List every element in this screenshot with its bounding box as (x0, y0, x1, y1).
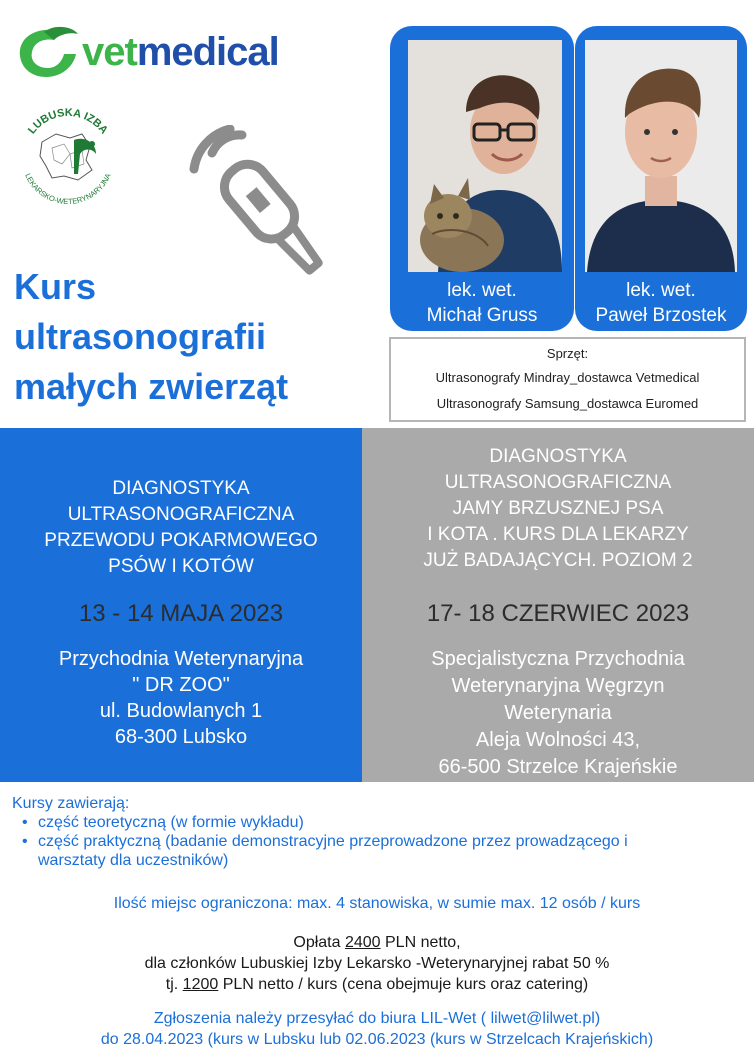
vetmedical-wordmark (82, 30, 279, 75)
title-line-2: ultrasonografii (14, 316, 267, 357)
fee-prefix: Opłata (293, 934, 345, 951)
equipment-heading: Sprzęt: (546, 346, 589, 361)
seat-limit-text: Ilość miejsc ograniczona: max. 4 stanowiska, w sumie max. 12 osób / kurs (113, 895, 641, 912)
equipment-box (389, 337, 746, 422)
lubuska-izba-seal (12, 98, 124, 210)
fee-line-2: dla członków Lubuskiej Izby Lekarsko -Weterynaryjnej rabat 50 % (144, 955, 610, 972)
course-topic (362, 444, 754, 574)
logo-medical-text: medical (136, 30, 279, 74)
registration-info (0, 1008, 754, 1050)
address-line: Przychodnia Weterynaryjna (58, 648, 304, 670)
topic-line: JAMY BRZUSZNEJ PSA (452, 498, 664, 519)
registration-line-1: Zgłoszenia należy przesyłać do biura LIL-Wet ( lilwet@lilwet.pl) (153, 1010, 601, 1027)
doctor-photo-gruss (408, 40, 562, 272)
fee-info (0, 932, 754, 995)
topic-line: PSÓW I KOTÓW (108, 556, 254, 577)
registration-line-2: do 28.04.2023 (kurs w Lubsku lub 02.06.2023 (kurs w Strzelcach Krajeńskich) (100, 1031, 654, 1048)
topic-line: I KOTA . KURS DLA LEKARZY (427, 524, 689, 545)
topic-line: JUŻ BADAJĄCYCH. POZIOM 2 (423, 550, 693, 571)
vetmedical-logo (12, 22, 312, 84)
address-line: " DR ZOO" (132, 674, 230, 696)
address-line: Specjalistyczna Przychodnia (431, 648, 685, 670)
topic-line: DIAGNOSTYKA (112, 478, 250, 499)
seal-bottom-text: LEKARSKO-WETERYNARYJNA (23, 171, 113, 207)
ultrasound-probe-icon (182, 125, 342, 280)
address-line: ul. Budowlanych 1 (99, 700, 263, 722)
topic-line: PRZEWODU POKARMOWEGO (44, 530, 318, 551)
address-line: 66-500 Strzelce Krajeńskie (438, 756, 678, 778)
equipment-item: Ultrasonografy Mindray_dostawca Vetmedical (435, 370, 700, 385)
topic-line: DIAGNOSTYKA (489, 446, 627, 467)
address-line: 68-300 Lubsko (114, 726, 248, 748)
title-line-3: małych zwierząt (14, 366, 289, 407)
topic-line: ULTRASONOGRAFICZNA (67, 504, 295, 525)
course-address (0, 646, 362, 750)
course-panel-strzelce (362, 428, 754, 782)
svg-text:LUBUSKA IZBA (26, 107, 110, 137)
course-topic (0, 476, 362, 580)
address-line: Weterynaryjna Węgrzyn (451, 675, 665, 697)
address-line: Weterynaria (504, 702, 612, 724)
vetmedical-swoosh-icon (14, 24, 80, 82)
equipment-item: Ultrasonografy Samsung_dostawca Euromed (436, 396, 699, 411)
course-address (362, 646, 754, 781)
fee-suffix: PLN netto, (380, 934, 461, 951)
doctor-card-brzostek (575, 26, 747, 331)
includes-item: • część praktyczną (badanie demonstracyjne przeprowadzone przez prowadzącego i warsztaty dla uczestników) (22, 832, 642, 870)
doctor-title: lek. wet. (447, 280, 517, 301)
doctor-photo-brzostek (585, 40, 737, 272)
doctor-card-gruss (390, 26, 574, 331)
doctor-name-brzostek (575, 278, 747, 328)
fee-line-1 (0, 932, 754, 953)
course-date: 13 - 14 MAJA 2023 (78, 600, 284, 627)
info-section (0, 782, 754, 1063)
title-line-1: Kurs (14, 266, 97, 307)
course-date: 17- 18 CZERWIEC 2023 (426, 600, 690, 627)
fee-discount-price: 1200 (182, 976, 219, 993)
doctor-title: lek. wet. (626, 280, 696, 301)
includes-heading: Kursy zawierają: (12, 795, 130, 812)
fee-line-3 (0, 974, 754, 995)
fee-price: 2400 (344, 934, 381, 951)
course-title (14, 262, 384, 412)
logo-vet-text: vet (82, 30, 137, 74)
doctor-name: Paweł Brzostek (595, 305, 727, 326)
doctor-name-gruss (390, 278, 574, 328)
includes-list (12, 794, 642, 870)
fee-discount-prefix: tj. (165, 976, 183, 993)
course-panel-lubsko (0, 428, 362, 782)
address-line: Aleja Wolności 43, (475, 729, 641, 751)
topic-line: ULTRASONOGRAFICZNA (444, 472, 672, 493)
includes-item: • część teoretyczną (w formie wykładu) (22, 813, 642, 832)
doctor-name: Michał Gruss (426, 305, 538, 326)
seal-top-text: LUBUSKA IZBA (25, 106, 111, 137)
fee-discount-suffix: PLN netto / kurs (cena obejmuje kurs oraz catering) (218, 976, 589, 993)
